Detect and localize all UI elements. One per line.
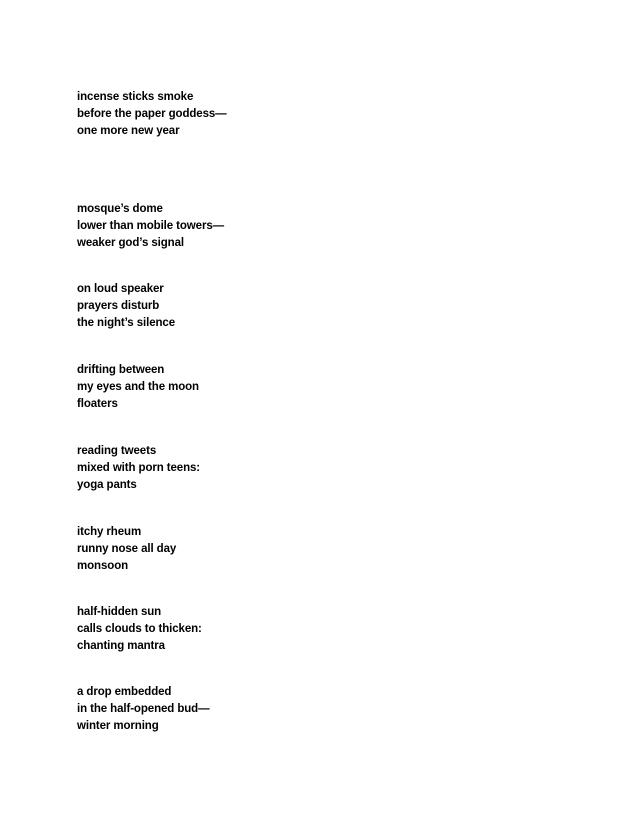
haiku-line: incense sticks smoke — [77, 91, 194, 103]
haiku-line: half-hidden sun — [77, 606, 162, 618]
haiku-line: the night’s silence — [77, 317, 176, 329]
haiku-line: mixed with porn teens: — [77, 462, 201, 474]
haiku-line: calls clouds to thicken: — [77, 623, 202, 635]
haiku-line: winter morning — [77, 720, 159, 732]
haiku-line: before the paper goddess— — [77, 108, 227, 120]
haiku-stanza — [77, 604, 202, 655]
haiku-line: one more new year — [77, 125, 180, 137]
haiku-line: runny nose all day — [77, 543, 177, 555]
haiku-line: a drop embedded — [77, 686, 172, 698]
haiku-stanza — [77, 684, 210, 735]
haiku-line: monsoon — [77, 560, 129, 572]
haiku-stanza — [77, 201, 224, 252]
haiku-line: itchy rheum — [77, 526, 142, 538]
haiku-line: my eyes and the moon — [77, 381, 199, 393]
haiku-line: floaters — [77, 398, 118, 410]
haiku-line: weaker god’s signal — [77, 237, 184, 249]
haiku-line: reading tweets — [77, 445, 157, 457]
haiku-stanza — [77, 362, 199, 413]
haiku-line: lower than mobile towers— — [77, 220, 225, 232]
haiku-line: yoga pants — [77, 479, 137, 491]
haiku-line: prayers disturb — [77, 300, 160, 312]
haiku-stanza — [77, 443, 200, 494]
haiku-line: drifting between — [77, 364, 165, 376]
haiku-line: chanting mantra — [77, 640, 165, 652]
haiku-line: on loud speaker — [77, 283, 164, 295]
haiku-stanza — [77, 524, 176, 575]
haiku-line: in the half-opened bud— — [77, 703, 210, 715]
haiku-stanza — [77, 281, 175, 332]
haiku-line: mosque’s dome — [77, 203, 163, 215]
haiku-stanza — [77, 89, 227, 140]
